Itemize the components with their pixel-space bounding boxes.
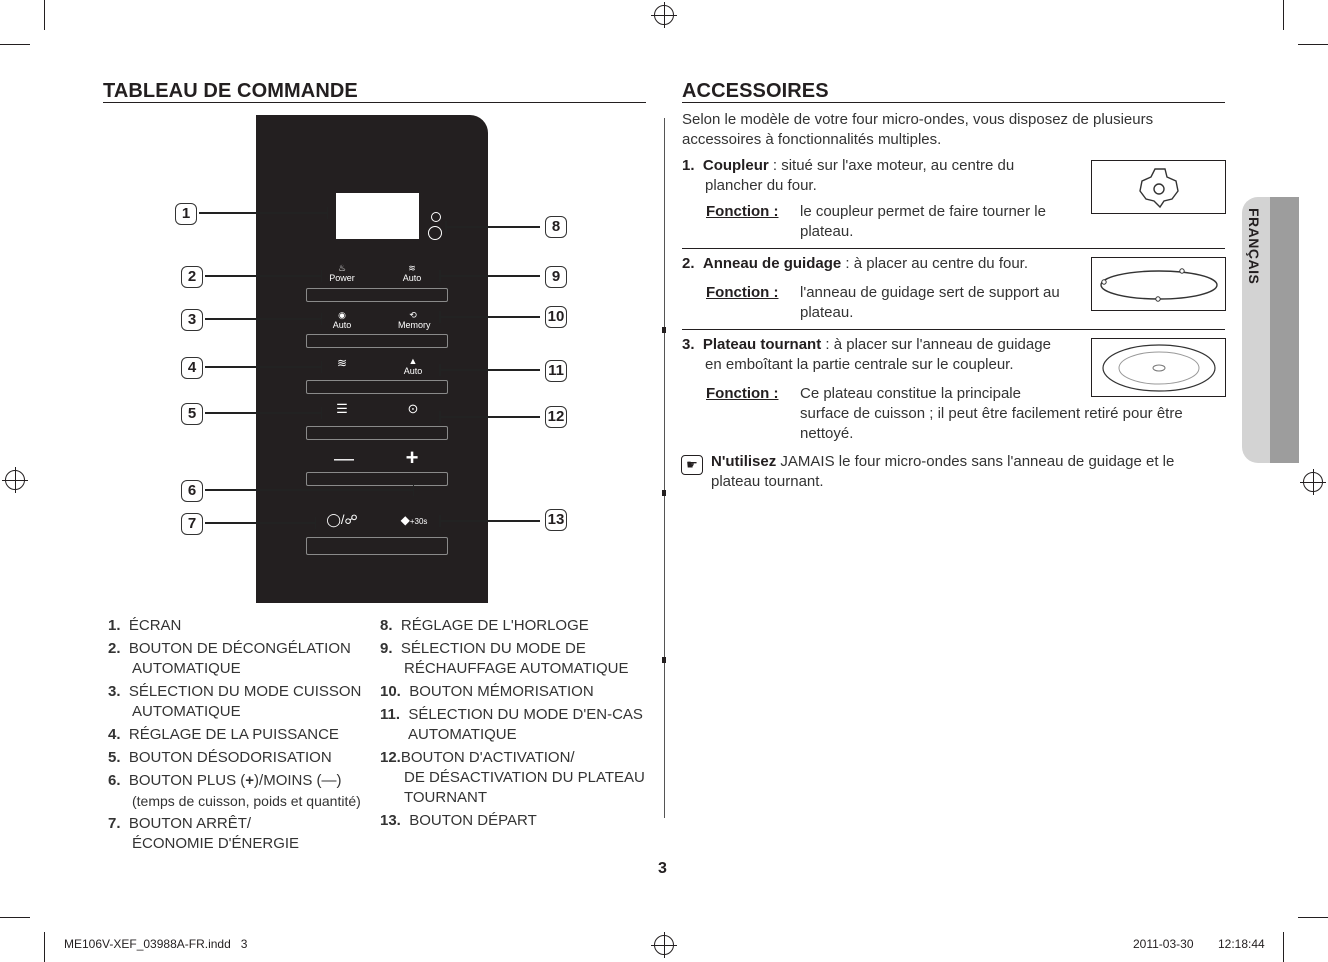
page-number: 3 bbox=[658, 860, 667, 877]
start-icon: ◆+30s bbox=[400, 513, 428, 527]
auto-reheat-icon: ≋ Auto bbox=[402, 263, 422, 283]
section-title-control-panel: TABLEAU DE COMMANDE bbox=[103, 80, 358, 102]
minus-icon: — bbox=[321, 772, 337, 789]
clock-button[interactable] bbox=[428, 226, 442, 240]
item-divider bbox=[682, 248, 1225, 249]
registration-mark-icon bbox=[654, 5, 674, 25]
footer-time: 12:18:44 bbox=[1218, 937, 1265, 951]
deodorize-button[interactable] bbox=[306, 426, 448, 440]
control-panel-image bbox=[256, 115, 488, 603]
registration-mark-icon bbox=[654, 935, 674, 955]
list-item: 9. SÉLECTION DU MODE DE RÉCHAUFFAGE AUTOMATIQUE bbox=[380, 640, 629, 677]
leader-line bbox=[205, 412, 321, 414]
list-item: 1. ÉCRAN bbox=[108, 617, 182, 634]
accessory-item-2: 2. Anneau de guidage : à placer au centre du four. bbox=[682, 255, 1029, 272]
leader-line bbox=[440, 520, 540, 522]
registration-mark-icon bbox=[5, 470, 25, 490]
callout-8: 8 bbox=[545, 216, 567, 238]
function-label: Fonction : bbox=[706, 284, 779, 301]
auto-cook-button[interactable] bbox=[306, 334, 448, 348]
function-label: Fonction : bbox=[706, 203, 779, 220]
list-item: 5. BOUTON DÉSODORISATION bbox=[108, 749, 332, 766]
callout-9: 9 bbox=[545, 266, 567, 288]
turntable-image bbox=[1091, 338, 1226, 397]
leader-line bbox=[199, 212, 327, 214]
title-rule bbox=[682, 102, 1225, 103]
registration-mark-icon bbox=[1303, 472, 1323, 492]
divider-tick bbox=[662, 327, 666, 333]
list-item: 8. RÉGLAGE DE L'HORLOGE bbox=[380, 617, 589, 634]
function-text: l'anneau de guidage sert de support au plateau. bbox=[800, 284, 1060, 321]
callout-12: 12 bbox=[545, 406, 567, 428]
power-icon: ♨ Power bbox=[329, 263, 355, 283]
leader-line bbox=[446, 226, 540, 228]
callout-3: 3 bbox=[181, 309, 203, 331]
accessory-item-3: 3. Plateau tournant : à placer sur l'anneau de guidage en emboîtant la partie centrale sur le coupleur. bbox=[682, 336, 1051, 373]
list-item: 13. BOUTON DÉPART bbox=[380, 812, 537, 829]
callout-6: 6 bbox=[181, 480, 203, 502]
plus-icon: + bbox=[405, 445, 419, 470]
callout-4: 4 bbox=[181, 357, 203, 379]
list-item: 3. SÉLECTION DU MODE CUISSON AUTOMATIQUE bbox=[108, 683, 362, 720]
item-divider bbox=[682, 329, 1225, 330]
callout-1: 1 bbox=[175, 203, 197, 225]
leader-line bbox=[205, 318, 321, 320]
accessory-item-1: 1. Coupleur : situé sur l'axe moteur, au centre du plancher du four. bbox=[682, 157, 1015, 194]
leader-line bbox=[440, 369, 540, 371]
intro-text: Selon le modèle de votre four micro-ondes, vous disposez de plusieurs accessoires à fonctionnalités multiples. bbox=[682, 111, 1154, 148]
list-item: 7. BOUTON ARRÊT/ ÉCONOMIE D'ÉNERGIE bbox=[108, 815, 300, 852]
warning-note: N'utilisez JAMAIS le four micro-ondes sans l'anneau de guidage et le plateau tournant. bbox=[711, 453, 1175, 490]
plus-icon: + bbox=[245, 772, 255, 789]
callout-7: 7 bbox=[181, 513, 203, 535]
callout-10: 10 bbox=[545, 306, 567, 328]
list-item: 4. RÉGLAGE DE LA PUISSANCE bbox=[108, 726, 339, 743]
stop-eco-icon: ◯/☍ bbox=[326, 512, 358, 527]
display-screen bbox=[336, 193, 419, 239]
language-tab-edge bbox=[1270, 197, 1299, 463]
divider-tick bbox=[662, 657, 666, 663]
section-title-accessories: ACCESSOIRES bbox=[682, 80, 829, 102]
list-item: 12.BOUTON D'ACTIVATION/ DE DÉSACTIVATION DU PLATEAU TOURNANT bbox=[380, 749, 645, 806]
leader-line bbox=[440, 275, 540, 277]
callout-5: 5 bbox=[181, 403, 203, 425]
column-divider bbox=[664, 118, 665, 818]
function-label: Fonction : bbox=[706, 385, 779, 402]
leader-line bbox=[440, 316, 540, 318]
defrost-button[interactable] bbox=[306, 288, 448, 302]
callout-2: 2 bbox=[181, 266, 203, 288]
power-level-icon: ≋ bbox=[336, 356, 348, 370]
function-text: Ce plateau constitue la principale surface de cuisson ; il peut être facilement retiré pour être nettoyé. bbox=[800, 385, 1183, 442]
list-item: 11. SÉLECTION DU MODE D'EN-CAS AUTOMATIQUE bbox=[380, 706, 643, 743]
leader-line bbox=[440, 416, 540, 418]
snack-icon: ▲ Auto bbox=[403, 356, 423, 376]
leader-line bbox=[205, 489, 413, 491]
minus-icon: — bbox=[334, 448, 354, 470]
callout-11: 11 bbox=[545, 360, 567, 382]
list-item: 6. BOUTON PLUS (+)/MOINS (—) (temps de cuisson, poids et quantité) bbox=[108, 772, 361, 809]
start-button[interactable] bbox=[306, 537, 448, 555]
deodorize-icon: ☰ bbox=[336, 401, 348, 416]
plus-minus-button[interactable] bbox=[306, 472, 448, 486]
leader-line bbox=[205, 275, 321, 277]
list-item: 2. BOUTON DE DÉCONGÉLATION AUTOMATIQUE bbox=[108, 640, 351, 677]
callout-13: 13 bbox=[545, 509, 567, 531]
footer-date: 2011-03-30 bbox=[1133, 937, 1194, 951]
function-text: le coupleur permet de faire tourner le plateau. bbox=[800, 203, 1046, 240]
pointing-hand-icon: ☛ bbox=[681, 455, 703, 475]
roller-ring-image bbox=[1091, 257, 1226, 311]
power-level-button[interactable] bbox=[306, 380, 448, 394]
leader-line bbox=[205, 366, 321, 368]
turntable-icon: ⊙ bbox=[407, 401, 419, 416]
language-tab-label: FRANÇAIS bbox=[1246, 208, 1262, 285]
memory-icon: ⟲ Memory bbox=[398, 310, 431, 330]
list-item: 10. BOUTON MÉMORISATION bbox=[380, 683, 594, 700]
title-rule bbox=[103, 102, 646, 103]
auto-cook-icon: ◉ Auto bbox=[332, 310, 352, 330]
clock-icon bbox=[431, 212, 441, 222]
coupler-image bbox=[1091, 160, 1226, 214]
leader-line bbox=[205, 522, 315, 524]
footer-file: ME106V-XEF_03988A-FR.indd 3 bbox=[64, 937, 248, 951]
divider-tick bbox=[662, 490, 666, 496]
